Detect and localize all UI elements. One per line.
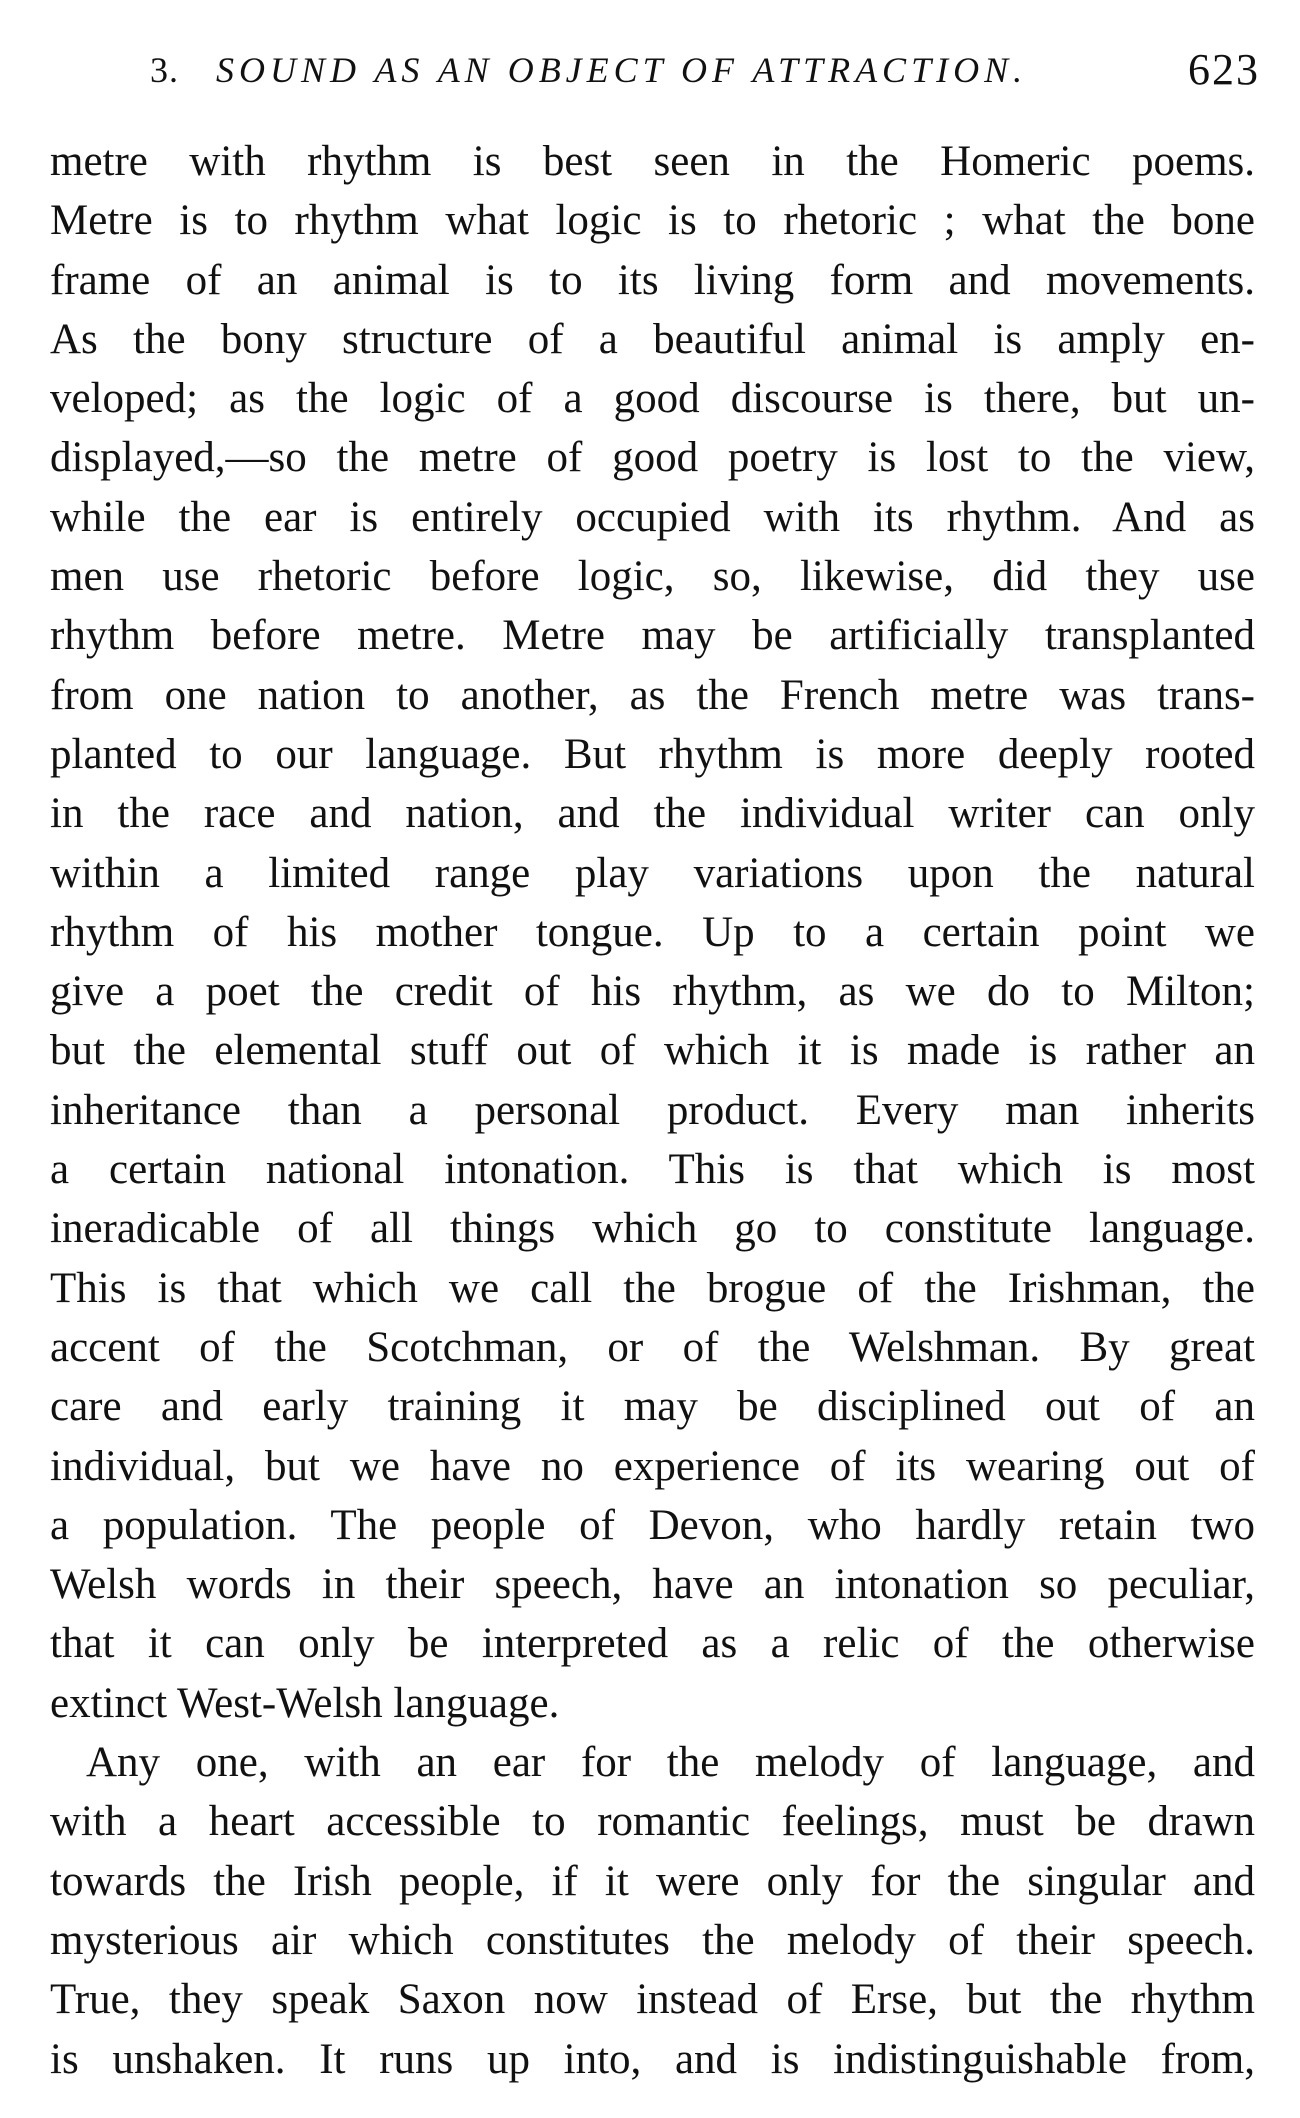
- text-line: towards the Irish people, if it were only for the singular and: [50, 1857, 1255, 1905]
- text-line: from one nation to another, as the French metre was trans-: [50, 671, 1255, 719]
- text-line: individual, but we have no experience of its wearing out of: [50, 1442, 1255, 1490]
- text-line: a population. The people of Devon, who hardly retain two: [50, 1501, 1255, 1549]
- text-line: accent of the Scotchman, or of the Welshman. By great: [50, 1323, 1255, 1371]
- page-number: 623: [1188, 45, 1260, 94]
- text-line: extinct West-Welsh language.: [50, 1679, 560, 1727]
- text-line: displayed,—so the metre of good poetry is lost to the view,: [50, 434, 1255, 482]
- text-line: Welsh words in their speech, have an intonation so peculiar,: [50, 1561, 1255, 1609]
- section-number: 3.: [150, 50, 179, 90]
- text-line: while the ear is entirely occupied with its rhythm. And as: [50, 493, 1255, 541]
- text-line: a certain national intonation. This is that which is most: [50, 1146, 1255, 1194]
- text-line: within a limited range play variations upon the natural: [50, 849, 1255, 897]
- body-text: [50, 132, 1255, 2089]
- running-head-title: SOUND AS AN OBJECT OF ATTRACTION.: [216, 50, 1028, 90]
- text-line: mysterious air which constitutes the melody of their speech.: [50, 1916, 1255, 1964]
- text-line: Metre is to rhythm what logic is to rhetoric ; what the bone: [50, 197, 1255, 245]
- text-line: give a poet the credit of his rhythm, as we do to Milton;: [50, 968, 1255, 1016]
- text-line: in the race and nation, and the individual writer can only: [50, 790, 1255, 838]
- text-line: men use rhetoric before logic, so, likewise, did they use: [50, 553, 1255, 601]
- text-line: As the bony structure of a beautiful animal is amply en-: [50, 315, 1255, 363]
- text-line: True, they speak Saxon now instead of Erse, but the rhythm: [50, 1976, 1255, 2024]
- text-line: with a heart accessible to romantic feelings, must be drawn: [50, 1798, 1255, 1846]
- running-head: [150, 40, 1260, 100]
- text-line: that it can only be interpreted as a relic of the otherwise: [50, 1620, 1255, 1668]
- text-line: but the elemental stuff out of which it is made is rather an: [50, 1027, 1255, 1075]
- text-line: metre with rhythm is best seen in the Homeric poems.: [50, 138, 1255, 185]
- text-line: rhythm of his mother tongue. Up to a certain point we: [50, 908, 1255, 956]
- paragraph-2: [50, 1733, 1255, 2089]
- text-line: This is that which we call the brogue of the Irishman, the: [50, 1264, 1255, 1312]
- text-line: veloped; as the logic of a good discourse is there, but un-: [50, 375, 1255, 423]
- text-line: planted to our language. But rhythm is more deeply rooted: [50, 730, 1255, 778]
- paragraph-1: [50, 132, 1255, 1733]
- text-line: rhythm before metre. Metre may be artificially transplanted: [50, 612, 1255, 660]
- text-line: care and early training it may be disciplined out of an: [50, 1383, 1255, 1431]
- text-line: is unshaken. It runs up into, and is indistinguishable from,: [50, 2035, 1255, 2083]
- text-line: inheritance than a personal product. Every man inherits: [50, 1086, 1255, 1134]
- text-line: Any one, with an ear for the melody of language, and: [86, 1739, 1255, 1787]
- text-line: frame of an animal is to its living form and movements.: [50, 256, 1255, 304]
- text-line: ineradicable of all things which go to constitute language.: [50, 1205, 1255, 1253]
